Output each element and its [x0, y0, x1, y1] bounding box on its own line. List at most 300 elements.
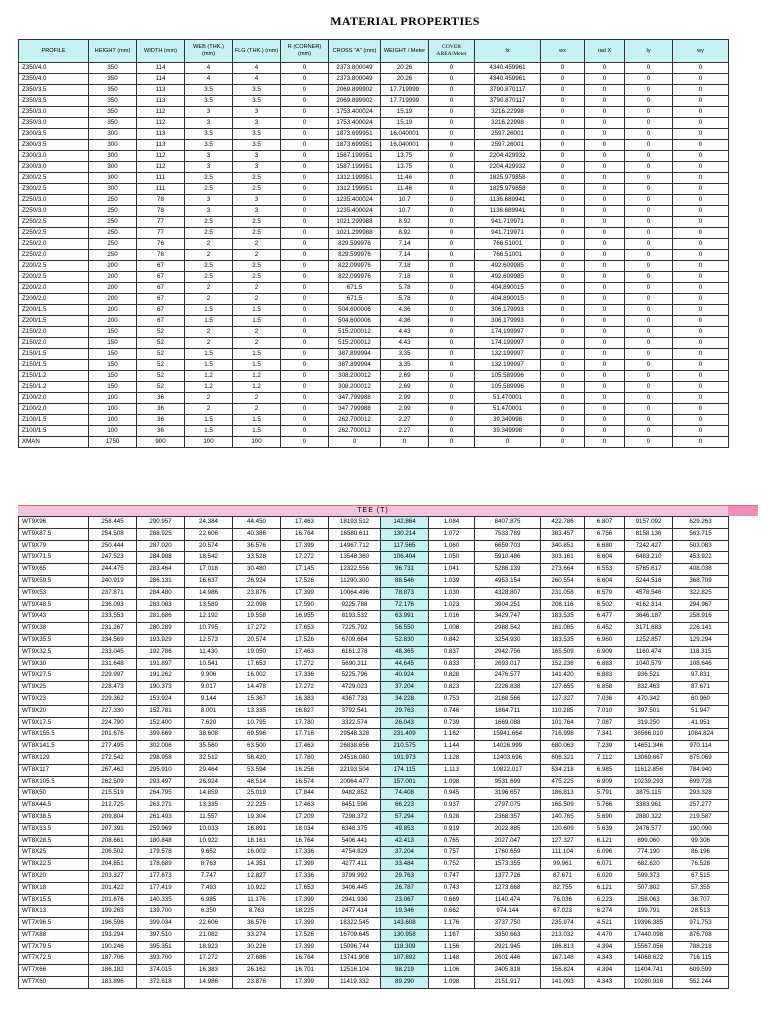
table-cell: 13741.908	[329, 953, 381, 965]
table-cell: WT9X25	[19, 682, 89, 694]
table-cell: 2168.566	[475, 693, 541, 705]
table-cell: 157.001	[381, 776, 429, 788]
table-cell: 0	[541, 162, 585, 173]
table-cell: 2	[185, 404, 233, 415]
table-cell: 6709.664	[329, 634, 381, 646]
table-cell: 2	[185, 239, 233, 250]
table-cell: 17.272	[233, 623, 281, 635]
table-cell: 0	[281, 305, 329, 316]
table-cell: 0	[429, 107, 475, 118]
table-cell: 2	[233, 404, 281, 415]
table-cell: 5.78	[381, 294, 429, 305]
column-header: rad X	[585, 40, 625, 63]
table-cell: 1252.857	[625, 634, 673, 646]
table-cell: 112	[137, 118, 185, 129]
tee-section-rows	[19, 517, 729, 989]
table-cell: 766.51001	[475, 239, 541, 250]
table-cell: 0.837	[429, 646, 475, 658]
column-header: Ix	[475, 40, 541, 63]
table-cell: 306.179993	[475, 305, 541, 316]
table-cell: 0	[625, 360, 673, 371]
table-cell: Z200/2.0	[19, 294, 89, 305]
table-cell: 0	[541, 228, 585, 239]
table-cell: 16.002	[233, 670, 281, 682]
table-cell: 199.263	[89, 906, 137, 918]
table-cell: 281.686	[137, 611, 185, 623]
table-cell: 4277.411	[329, 859, 381, 871]
table-cell: 2	[185, 393, 233, 404]
table-cell: 13.335	[233, 705, 281, 717]
table-cell: 208.116	[541, 599, 585, 611]
table-cell: 0.842	[429, 634, 475, 646]
table-cell: 0	[281, 294, 329, 305]
table-cell: 350	[89, 107, 137, 118]
table-cell: 254.508	[89, 528, 137, 540]
table-cell: 210.575	[381, 741, 429, 753]
table-cell: 0	[673, 96, 729, 107]
table-cell: 0	[625, 272, 673, 283]
table-cell: 1.144	[429, 741, 475, 753]
table-cell: 196.596	[89, 918, 137, 930]
table-cell: 152.400	[137, 717, 185, 729]
table-cell: 0	[429, 85, 475, 96]
table-cell: 0	[625, 239, 673, 250]
table-row	[19, 870, 729, 882]
table-cell: 105.589996	[475, 382, 541, 393]
table-cell: WT8X28.5	[19, 835, 89, 847]
table-cell: 100	[185, 437, 233, 448]
table-cell: 17.463	[281, 517, 329, 529]
column-header: COVER AREA/Meter	[429, 40, 475, 63]
table-cell: 2.5	[233, 217, 281, 228]
table-cell: 0	[429, 74, 475, 85]
table-cell: 17.526	[281, 634, 329, 646]
table-cell: 0	[625, 283, 673, 294]
table-cell: 267.462	[89, 764, 137, 776]
table-cell: 113	[137, 140, 185, 151]
table-cell: 0	[625, 63, 673, 74]
table-cell: 17.145	[281, 564, 329, 576]
table-cell: 4	[185, 74, 233, 85]
table-cell: 42.413	[381, 835, 429, 847]
table-cell: 14.986	[185, 587, 233, 599]
table-cell: 3322.574	[329, 717, 381, 729]
table-cell: 1.098	[429, 977, 475, 989]
table-cell: 0	[281, 140, 329, 151]
banner-accent	[728, 506, 758, 516]
table-cell: 0	[585, 151, 625, 162]
table-cell: 0	[541, 404, 585, 415]
table-cell: 319.250	[625, 717, 673, 729]
table-cell: 515.200012	[329, 327, 381, 338]
table-row	[19, 800, 729, 812]
table-cell: 682.620	[625, 859, 673, 871]
table-cell: 408.038	[673, 564, 729, 576]
table-cell: 150	[89, 349, 137, 360]
table-cell: 183.535	[541, 634, 585, 646]
table-cell: 0.919	[429, 823, 475, 835]
table-cell: 17.399	[281, 918, 329, 930]
table-cell: Z150/1.5	[19, 360, 89, 371]
table-cell: 0	[673, 195, 729, 206]
table-cell: 1.162	[429, 729, 475, 741]
table-cell: 0	[429, 184, 475, 195]
table-cell: 0	[673, 151, 729, 162]
table-cell: 14.986	[185, 977, 233, 989]
table-cell: 7.239	[585, 741, 625, 753]
table-cell: 8407.875	[475, 517, 541, 529]
table-cell: 6.883	[585, 670, 625, 682]
table-cell: WT7X88	[19, 929, 89, 941]
table-cell: 1.084	[429, 517, 475, 529]
table-cell: 7.341	[585, 729, 625, 741]
table-cell: 0.739	[429, 717, 475, 729]
table-cell: 0	[673, 426, 729, 437]
table-cell: 5785.617	[625, 564, 673, 576]
table-cell: 1873.699951	[329, 140, 381, 151]
table-cell: Z100/2.0	[19, 404, 89, 415]
table-cell: 63.991	[381, 611, 429, 623]
table-cell: 0	[625, 316, 673, 327]
table-cell: 38.608	[185, 729, 233, 741]
table-cell: 183.535	[541, 611, 585, 623]
table-cell: Z350/3.0	[19, 118, 89, 129]
table-cell: 1235.400024	[329, 206, 381, 217]
table-cell: 100	[89, 415, 137, 426]
table-cell: 67	[137, 283, 185, 294]
table-cell: 0	[625, 85, 673, 96]
table-cell: 0	[541, 272, 585, 283]
table-cell: 3	[233, 206, 281, 217]
table-cell: 2476.577	[475, 670, 541, 682]
table-cell: 0	[429, 228, 475, 239]
table-cell: 0	[381, 437, 429, 448]
table-cell: 15567.056	[625, 941, 673, 953]
table-cell: 2601.446	[475, 953, 541, 965]
table-cell: 0	[541, 217, 585, 228]
table-cell: 766.51001	[475, 250, 541, 261]
table-cell: 0	[673, 239, 729, 250]
table-row	[19, 393, 729, 404]
table-cell: 2	[233, 250, 281, 261]
table-cell: 56.550	[381, 623, 429, 635]
table-cell: 39.349998	[475, 426, 541, 437]
table-cell: 209.804	[89, 811, 137, 823]
table-cell: 229.997	[89, 670, 137, 682]
table-cell: 6.020	[585, 870, 625, 882]
table-cell: 11612.856	[625, 764, 673, 776]
table-cell: 0	[673, 228, 729, 239]
table-cell: 3.5	[185, 85, 233, 96]
table-row	[19, 859, 729, 871]
table-cell: WT8X13	[19, 906, 89, 918]
table-cell: 0	[585, 393, 625, 404]
table-cell: 3.5	[233, 140, 281, 151]
table-cell: 1587.199951	[329, 151, 381, 162]
table-cell: 6.909	[585, 646, 625, 658]
table-cell: 6.680	[585, 540, 625, 552]
table-cell: 5225.796	[329, 670, 381, 682]
table-cell: 399.034	[137, 918, 185, 930]
table-cell: 3350.663	[475, 929, 541, 941]
table-cell: 6.756	[585, 528, 625, 540]
table-cell: 48.514	[233, 776, 281, 788]
table-cell: 143.608	[381, 918, 429, 930]
table-cell: 1235.400024	[329, 195, 381, 206]
table-cell: 2.5	[233, 184, 281, 195]
table-cell: 10.922	[185, 835, 233, 847]
table-cell: 0	[673, 338, 729, 349]
table-cell: 1.5	[185, 426, 233, 437]
table-cell: 36.576	[233, 540, 281, 552]
table-cell: 201.676	[89, 729, 137, 741]
table-cell: 150	[89, 338, 137, 349]
table-cell: 2204.429932	[475, 151, 541, 162]
table-cell: 19.304	[233, 811, 281, 823]
table-cell: 18193.512	[329, 517, 381, 529]
table-cell: 0	[429, 250, 475, 261]
table-cell: Z250/2.0	[19, 239, 89, 250]
table-cell: Z350/3.0	[19, 107, 89, 118]
table-cell: 563.715	[673, 528, 729, 540]
table-cell: 263.271	[137, 800, 185, 812]
table-cell: 1.156	[429, 941, 475, 953]
table-cell: 3	[185, 162, 233, 173]
table-cell: 0	[429, 283, 475, 294]
table-cell: 17.463	[281, 741, 329, 753]
table-cell: 7533.789	[475, 528, 541, 540]
table-cell: 6.960	[585, 634, 625, 646]
table-cell: 219.587	[673, 811, 729, 823]
table-cell: 290.957	[137, 517, 185, 529]
table-cell: 15096.744	[329, 941, 381, 953]
table-cell: 504.600006	[329, 305, 381, 316]
table-cell: 0	[585, 349, 625, 360]
table-cell: 13.335	[185, 800, 233, 812]
table-cell: 107.892	[381, 953, 429, 965]
table-cell: 74.408	[381, 788, 429, 800]
table-cell: 76.036	[541, 894, 585, 906]
table-cell: 2	[233, 239, 281, 250]
table-cell: 17.653	[233, 658, 281, 670]
table-cell: 1.072	[429, 528, 475, 540]
table-cell: Z150/1.5	[19, 349, 89, 360]
table-cell: 191.973	[381, 752, 429, 764]
table-cell: Z250/2.0	[19, 250, 89, 261]
table-cell: WT9X59.5	[19, 575, 89, 587]
table-cell: 186.813	[541, 788, 585, 800]
table-cell: 0	[673, 140, 729, 151]
table-cell: 350	[89, 96, 137, 107]
table-cell: 395.351	[137, 941, 185, 953]
table-cell: 3646.187	[625, 611, 673, 623]
table-row	[19, 140, 729, 151]
table-cell: 0	[541, 63, 585, 74]
table-cell: 17.399	[281, 587, 329, 599]
table-cell: 13.589	[185, 599, 233, 611]
table-row	[19, 670, 729, 682]
table-cell: 27.686	[233, 953, 281, 965]
table-cell: 6.071	[585, 859, 625, 871]
table-cell: 15.367	[233, 693, 281, 705]
table-cell: 16.383	[281, 693, 329, 705]
table-cell: 0	[625, 107, 673, 118]
table-cell: 2.5	[185, 272, 233, 283]
table-cell: 13548.360	[329, 552, 381, 564]
table-cell: 829.599976	[329, 250, 381, 261]
table-cell: 16.701	[281, 965, 329, 977]
table-cell: 150	[89, 382, 137, 393]
table-cell: 0	[585, 316, 625, 327]
table-cell: 0	[625, 426, 673, 437]
table-cell: 78	[137, 206, 185, 217]
table-cell: 383.457	[541, 528, 585, 540]
table-cell: 191.262	[137, 670, 185, 682]
table-cell: 0	[429, 195, 475, 206]
table-cell: 876.708	[673, 929, 729, 941]
table-cell: 201.422	[89, 882, 137, 894]
table-cell: 2	[185, 338, 233, 349]
table-cell: 0	[673, 63, 729, 74]
table-row	[19, 360, 729, 371]
table-cell: 0	[281, 118, 329, 129]
table-cell: 203.327	[89, 870, 137, 882]
table-cell: 0	[541, 74, 585, 85]
table-cell: 3	[185, 206, 233, 217]
table-cell: Z200/2.5	[19, 272, 89, 283]
table-cell: 298.958	[137, 752, 185, 764]
table-cell: 716.998	[541, 729, 585, 741]
table-cell: 35.560	[185, 741, 233, 753]
table-cell: 6.858	[585, 682, 625, 694]
table-cell: 67	[137, 294, 185, 305]
table-cell: 26.162	[233, 965, 281, 977]
table-cell: 0	[585, 426, 625, 437]
table-cell: 150	[89, 327, 137, 338]
table-cell: 16.891	[233, 823, 281, 835]
table-cell: 26.043	[381, 717, 429, 729]
table-cell: 503.083	[673, 540, 729, 552]
table-cell: 111.104	[541, 847, 585, 859]
table-cell: 262.700012	[329, 426, 381, 437]
table-cell: 0	[541, 349, 585, 360]
table-cell: 1.2	[185, 382, 233, 393]
column-header: WEB (THK.) (mm)	[185, 40, 233, 63]
table-cell: 1136.689941	[475, 195, 541, 206]
table-cell: Z100/1.5	[19, 415, 89, 426]
table-cell: 10239.293	[625, 776, 673, 788]
table-cell: 12516.104	[329, 965, 381, 977]
table-cell: WT8X50	[19, 788, 89, 800]
table-cell: 140.335	[137, 894, 185, 906]
table-cell: 3.35	[381, 360, 429, 371]
table-row	[19, 729, 729, 741]
table-cell: 187.706	[89, 953, 137, 965]
table-cell: 3216.22998	[475, 118, 541, 129]
table-cell: 0	[673, 107, 729, 118]
table-cell: 17.272	[185, 953, 233, 965]
table-cell: 76.528	[673, 859, 729, 871]
table-cell: 14967.712	[329, 540, 381, 552]
table-cell: 19396.385	[625, 918, 673, 930]
table-cell: 6.477	[585, 611, 625, 623]
table-cell: 9.906	[185, 670, 233, 682]
table-cell: 57.355	[673, 882, 729, 894]
table-cell: 17.209	[281, 811, 329, 823]
table-cell: 33.274	[233, 929, 281, 941]
table-cell: 1.5	[233, 360, 281, 371]
table-cell: 16.040001	[381, 129, 429, 140]
table-cell: 250	[89, 250, 137, 261]
table-cell: 0	[541, 426, 585, 437]
table-cell: 2.5	[233, 228, 281, 239]
table-cell: 0	[281, 272, 329, 283]
table-cell: 3	[233, 195, 281, 206]
table-cell: 404.890015	[475, 283, 541, 294]
table-cell: 1.148	[429, 953, 475, 965]
column-header: PROFILE	[19, 40, 89, 63]
table-cell: Z150/2.0	[19, 338, 89, 349]
table-cell: 0	[541, 206, 585, 217]
table-cell: 0	[281, 63, 329, 74]
table-cell: 2	[185, 327, 233, 338]
table-cell: 247.523	[89, 552, 137, 564]
table-cell: 3	[233, 107, 281, 118]
table-cell: 111	[137, 173, 185, 184]
table-cell: 8451.596	[329, 800, 381, 812]
table-cell: 7.087	[585, 717, 625, 729]
table-row	[19, 764, 729, 776]
table-row	[19, 74, 729, 85]
table-cell: 7.14	[381, 239, 429, 250]
table-cell: 0	[541, 173, 585, 184]
table-cell: 0	[673, 371, 729, 382]
table-cell: 0.828	[429, 670, 475, 682]
z-section-rows	[19, 63, 729, 448]
table-cell: 18.923	[185, 941, 233, 953]
table-cell: 0	[673, 173, 729, 184]
table-cell: 72.176	[381, 599, 429, 611]
table-cell: 0	[429, 393, 475, 404]
table-row	[19, 239, 729, 250]
table-cell: 671.5	[329, 294, 381, 305]
table-cell: 139.700	[137, 906, 185, 918]
table-cell: 1084.824	[673, 729, 729, 741]
table-cell: 0	[281, 261, 329, 272]
table-cell: 0	[625, 195, 673, 206]
table-cell: 39.349998	[475, 415, 541, 426]
table-row	[19, 564, 729, 576]
table-cell: 3171.683	[625, 623, 673, 635]
table-cell: 153.924	[137, 693, 185, 705]
table-cell: 284.480	[137, 587, 185, 599]
table-cell: 829.599976	[329, 239, 381, 250]
table-cell: 6.553	[585, 564, 625, 576]
table-cell: 300	[89, 173, 137, 184]
table-cell: 204.851	[89, 859, 137, 871]
table-cell: 52	[137, 360, 185, 371]
table-cell: 0	[281, 316, 329, 327]
table-cell: 1273.668	[475, 882, 541, 894]
table-cell: Z300/3.0	[19, 162, 89, 173]
table-cell: 227.330	[89, 705, 137, 717]
table-cell: 2.5	[233, 173, 281, 184]
table-cell: 26.924	[185, 776, 233, 788]
table-cell: 0	[625, 129, 673, 140]
column-header: CROSS "A" (mm)	[329, 40, 381, 63]
table-row	[19, 528, 729, 540]
table-cell: 186.182	[89, 965, 137, 977]
